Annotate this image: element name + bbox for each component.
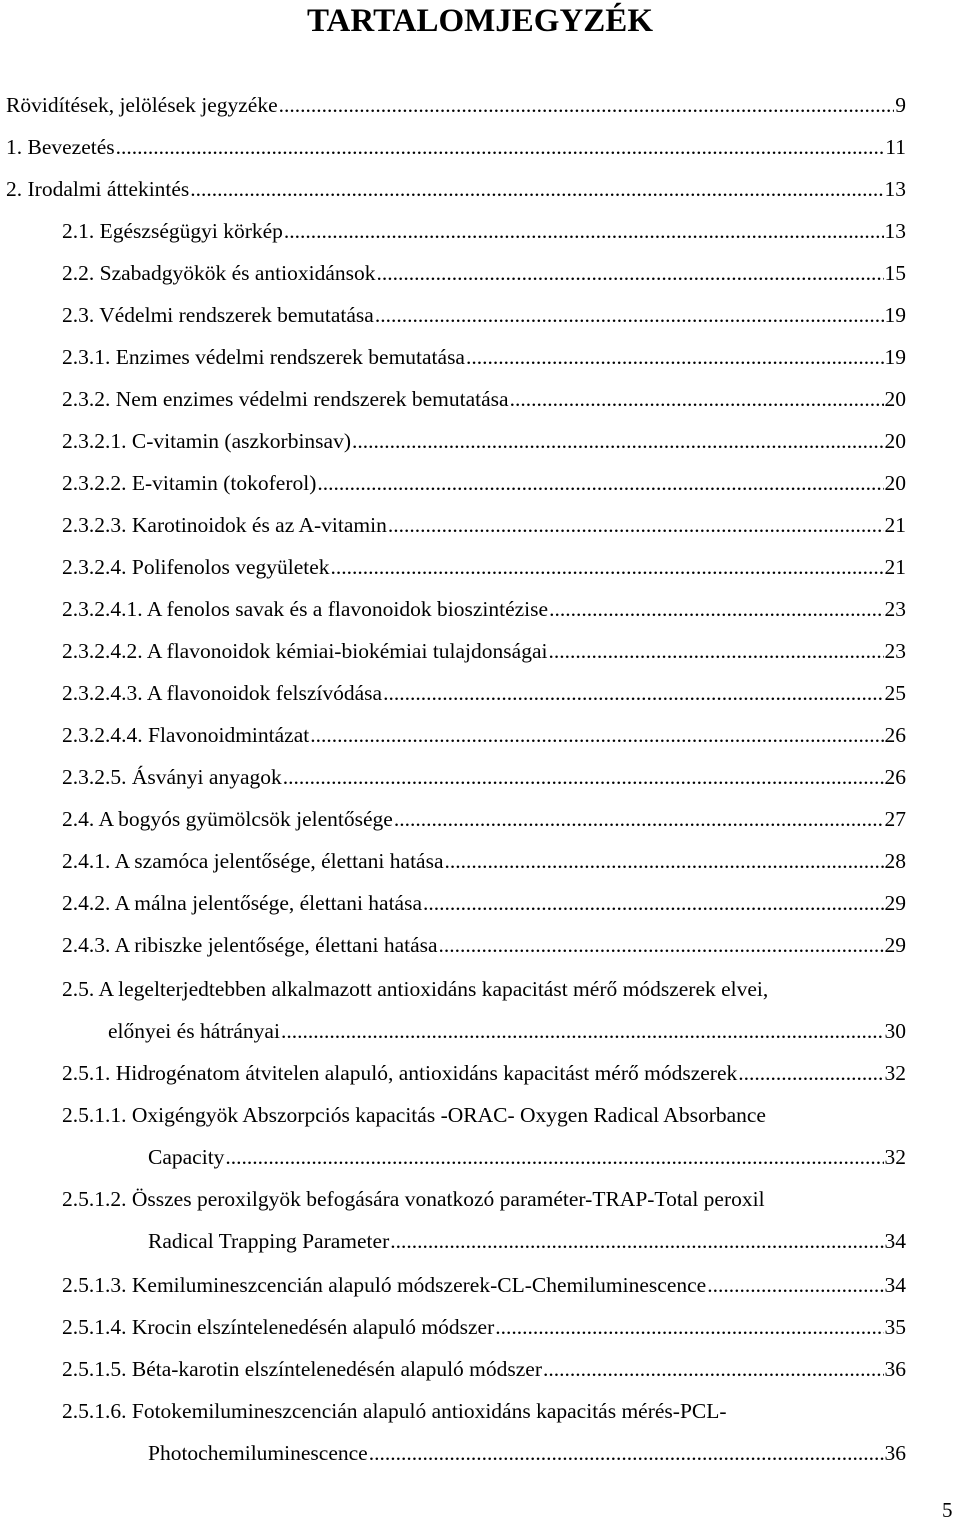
toc-entry bbox=[6, 92, 906, 118]
toc-entry-text: 2.4.1. A szamóca jelentősége, élettani hatása bbox=[62, 849, 444, 873]
toc-entry-text: 2.4. A bogyós gyümölcsök jelentősége bbox=[62, 807, 393, 831]
dot-leader bbox=[317, 470, 883, 496]
toc-entry-text: 2.3.2.4.4. Flavonoidmintázat bbox=[62, 723, 310, 747]
dot-leader bbox=[310, 722, 883, 748]
toc-entry-continuation: Radical Trapping Parameter bbox=[148, 1229, 390, 1253]
dot-leader bbox=[352, 428, 883, 454]
toc-entry bbox=[62, 932, 906, 958]
toc-entry-text: 2.5.1.4. Krocin elszíntelenedésén alapuló módszer bbox=[62, 1315, 495, 1339]
dot-leader bbox=[394, 806, 884, 832]
toc-page-number: 13 bbox=[884, 219, 906, 243]
toc-entry-text: 2.3.2.4. Polifenolos vegyületek bbox=[62, 555, 330, 579]
toc-entry bbox=[62, 596, 906, 622]
toc-entry-text: 2.3.1. Enzimes védelmi rendszerek bemutatása bbox=[62, 345, 465, 369]
dot-leader bbox=[466, 344, 884, 370]
toc-entry bbox=[62, 848, 906, 874]
toc-entry bbox=[62, 386, 906, 412]
toc-entry-text: 2.1. Egészségügyi körkép bbox=[62, 219, 283, 243]
toc-page-number: 27 bbox=[884, 807, 906, 831]
dot-leader bbox=[190, 176, 883, 202]
toc-entry-text: 2.5.1. Hidrogénatom átvitelen alapuló, antioxidáns kapacitást mérő módszerek bbox=[62, 1061, 738, 1085]
dot-leader bbox=[377, 260, 884, 286]
toc-page-number: 21 bbox=[884, 513, 906, 537]
dot-leader bbox=[383, 680, 883, 706]
toc-page-number: 20 bbox=[884, 429, 906, 453]
toc-page-number: 34 bbox=[884, 1273, 906, 1297]
toc-entry bbox=[62, 1060, 906, 1086]
toc-entry bbox=[62, 428, 906, 454]
toc-entry-text: 2.3.2.4.2. A flavonoidok kémiai-biokémiai tulajdonságai bbox=[62, 639, 548, 663]
toc-page-number: 25 bbox=[884, 681, 906, 705]
toc-page-number: 20 bbox=[884, 387, 906, 411]
page-number: 5 bbox=[942, 1498, 953, 1522]
toc-entry-text: 2.3.2.4.1. A fenolos savak és a flavonoidok bioszintézise bbox=[62, 597, 549, 621]
toc-entry bbox=[6, 134, 906, 160]
toc-entry-text: 2.3.2.3. Karotinoidok és az A-vitamin bbox=[62, 513, 387, 537]
toc-page-number: 19 bbox=[884, 303, 906, 327]
toc-entry bbox=[148, 1144, 906, 1170]
toc-entry bbox=[62, 554, 906, 580]
toc-page-number: 13 bbox=[884, 177, 906, 201]
toc-page-number: 29 bbox=[884, 933, 906, 957]
dot-leader bbox=[549, 596, 883, 622]
toc-page-number: 32 bbox=[884, 1145, 906, 1169]
toc-entry bbox=[148, 1440, 906, 1466]
toc-entry bbox=[62, 680, 906, 706]
toc-page-number: 29 bbox=[884, 891, 906, 915]
toc-entry bbox=[62, 1356, 906, 1382]
toc-entry-text: 2.3.2.1. C-vitamin (aszkorbinsav) bbox=[62, 429, 352, 453]
toc-page-number: 9 bbox=[895, 93, 906, 117]
dot-leader bbox=[445, 848, 884, 874]
toc-entry bbox=[62, 512, 906, 538]
dot-leader bbox=[225, 1144, 883, 1170]
toc-entry-text: 2.5.1.1. Oxigéngyök Abszorpciós kapacitás -ORAC- Oxygen Radical Absorbance bbox=[62, 1103, 766, 1127]
toc-entry-text: 2.5.1.2. Összes peroxilgyök befogására vonatkozó paraméter-TRAP-Total peroxil bbox=[62, 1187, 765, 1211]
toc-entry bbox=[148, 1228, 906, 1254]
dot-leader bbox=[390, 1228, 883, 1254]
toc-entry-text: 2.4.2. A málna jelentősége, élettani hatása bbox=[62, 891, 423, 915]
toc-page-number: 26 bbox=[884, 765, 906, 789]
toc-page-number: 11 bbox=[885, 135, 906, 159]
dot-leader bbox=[388, 512, 884, 538]
dot-leader bbox=[279, 92, 895, 118]
toc-entry-continuation: Photochemiluminescence bbox=[148, 1441, 368, 1465]
dot-leader bbox=[375, 302, 884, 328]
toc-entry-text: 2.3.2. Nem enzimes védelmi rendszerek bemutatása bbox=[62, 387, 509, 411]
toc-entry-continuation: előnyei és hátrányai bbox=[108, 1019, 280, 1043]
toc-entry bbox=[62, 344, 906, 370]
dot-leader bbox=[283, 764, 884, 790]
toc-page-number: 36 bbox=[884, 1441, 906, 1465]
toc-entry bbox=[62, 1272, 906, 1298]
toc-page-number: 23 bbox=[884, 639, 906, 663]
toc-page-number: 36 bbox=[884, 1357, 906, 1381]
dot-leader bbox=[423, 890, 883, 916]
toc-page-number: 15 bbox=[884, 261, 906, 285]
dot-leader bbox=[707, 1272, 883, 1298]
toc-page-number: 30 bbox=[884, 1019, 906, 1043]
dot-leader bbox=[369, 1440, 884, 1466]
page-title: TARTALOMJEGYZÉK bbox=[307, 3, 653, 39]
toc-entry-text: 2.5.1.6. Fotokemilumineszcencián alapuló antioxidáns kapacitás mérés-PCL- bbox=[62, 1399, 727, 1423]
toc-page-number: 26 bbox=[884, 723, 906, 747]
toc-entry bbox=[62, 890, 906, 916]
toc-entry bbox=[62, 764, 906, 790]
dot-leader bbox=[281, 1018, 884, 1044]
toc-page-number: 35 bbox=[884, 1315, 906, 1339]
toc-page-number: 34 bbox=[884, 1229, 906, 1253]
dot-leader bbox=[510, 386, 884, 412]
toc-entry-text: Rövidítések, jelölések jegyzéke bbox=[6, 93, 278, 117]
toc-entry-text: 2.3.2.5. Ásványi anyagok bbox=[62, 765, 282, 789]
dot-leader bbox=[548, 638, 883, 664]
toc-entry bbox=[108, 1018, 906, 1044]
toc-entry-text: 2. Irodalmi áttekintés bbox=[6, 177, 190, 201]
toc-entry bbox=[6, 176, 906, 202]
toc-entry bbox=[62, 218, 906, 244]
toc-entry-text: 2.5.1.5. Béta-karotin elszíntelenedésén alapuló módszer bbox=[62, 1357, 543, 1381]
toc-entry-text: 2.3.2.2. E-vitamin (tokoferol) bbox=[62, 471, 317, 495]
toc-entry-text: 2.4.3. A ribiszke jelentősége, élettani hatása bbox=[62, 933, 438, 957]
toc-page-number: 28 bbox=[884, 849, 906, 873]
toc-entry bbox=[62, 806, 906, 832]
toc-entry-text: 2.2. Szabadgyökök és antioxidánsok bbox=[62, 261, 376, 285]
toc-page-number: 21 bbox=[884, 555, 906, 579]
toc-page-number: 19 bbox=[884, 345, 906, 369]
toc-entry bbox=[62, 638, 906, 664]
toc-entry bbox=[62, 1314, 906, 1340]
toc-entry-text: 1. Bevezetés bbox=[6, 135, 115, 159]
toc-entry bbox=[62, 470, 906, 496]
toc-entry-text: 2.5.1.3. Kemilumineszcencián alapuló módszerek-CL-Chemiluminescence bbox=[62, 1273, 707, 1297]
toc-page-number: 23 bbox=[884, 597, 906, 621]
dot-leader bbox=[738, 1060, 883, 1086]
toc-page-number: 20 bbox=[884, 471, 906, 495]
toc-entry-text: 2.3. Védelmi rendszerek bemutatása bbox=[62, 303, 374, 327]
dot-leader bbox=[116, 134, 885, 160]
dot-leader bbox=[439, 932, 884, 958]
toc-page-number: 32 bbox=[884, 1061, 906, 1085]
dot-leader bbox=[284, 218, 884, 244]
toc-entry-continuation: Capacity bbox=[148, 1145, 225, 1169]
toc-entry bbox=[62, 302, 906, 328]
toc-entry bbox=[62, 260, 906, 286]
dot-leader bbox=[495, 1314, 883, 1340]
toc-entry-text: 2.5. A legelterjedtebben alkalmazott antioxidáns kapacitást mérő módszerek elvei, bbox=[62, 977, 769, 1001]
dot-leader bbox=[543, 1356, 883, 1382]
toc-entry-text: 2.3.2.4.3. A flavonoidok felszívódása bbox=[62, 681, 383, 705]
toc-entry bbox=[62, 722, 906, 748]
dot-leader bbox=[331, 554, 884, 580]
